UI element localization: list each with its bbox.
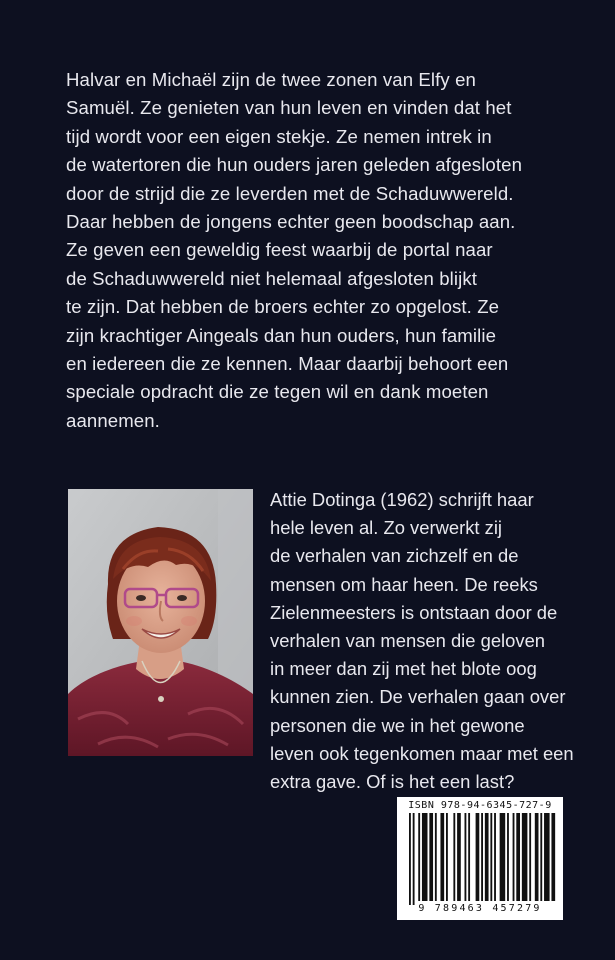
barcode-bar <box>522 813 528 901</box>
barcode-bar <box>540 813 542 901</box>
barcode-bar <box>490 813 492 901</box>
bio-line: hele leven al. Zo verwerkt zij <box>270 517 503 539</box>
barcode-bar <box>476 813 480 901</box>
blurb-line: aannemen. <box>66 409 160 431</box>
barcode-bar <box>435 813 437 901</box>
blurb-line: tijd wordt voor een eigen stekje. Ze nemen intrek in <box>66 125 492 147</box>
barcode-bar <box>446 813 448 901</box>
bio-line: Zielenmeesters is ontstaan door de <box>270 601 558 623</box>
bio-line: kunnen zien. De verhalen gaan over <box>270 686 566 708</box>
barcode-bar <box>516 813 520 901</box>
bio-line: extra gave. Of is het een last? <box>270 771 515 793</box>
author-bio <box>270 486 574 796</box>
blurb-line: Ze geven een geweldig feest waarbij de portal naar <box>66 239 493 261</box>
barcode-bar <box>500 813 506 901</box>
barcode-bar <box>465 813 467 901</box>
blurb-line: de watertoren die hun ouders jaren geleden afgesloten <box>66 154 523 176</box>
barcode-bar <box>409 813 411 905</box>
barcode-bar <box>494 813 496 901</box>
blurb-line: door de strijd die ze leverden met de Schaduwwereld. <box>66 182 514 204</box>
barcode-bar <box>413 813 415 905</box>
back-cover-blurb <box>66 66 556 435</box>
barcode-bar <box>544 813 550 901</box>
barcode-bars <box>397 797 563 920</box>
blurb-line: te zijn. Dat hebben de broers echter zo opgelost. Ze <box>66 296 500 318</box>
blurb-line: zijn krachtiger Aingeals dan hun ouders, hun familie <box>66 324 497 346</box>
barcode-bar <box>418 813 420 901</box>
barcode-bar <box>422 813 428 901</box>
barcode-bar <box>429 813 433 901</box>
bio-line: personen die we in het gewone <box>270 714 525 736</box>
bio-line: verhalen van mensen die geloven <box>270 630 546 652</box>
blurb-line: Halvar en Michaël zijn de twee zonen van Elfy en <box>66 69 476 90</box>
blurb-line: Daar hebben de jongens echter geen boodschap aan. <box>66 211 516 233</box>
author-photo <box>68 489 253 756</box>
barcode-bar <box>440 813 444 901</box>
bio-line: in meer dan zij met het blote oog <box>270 658 537 680</box>
barcode-bar <box>551 813 555 901</box>
barcode-bar <box>468 813 470 901</box>
blurb-line: de Schaduwwereld niet helemaal afgesloten blijkt <box>66 267 478 289</box>
isbn-barcode <box>397 797 563 920</box>
barcode-bar <box>513 813 515 901</box>
barcode-bar <box>481 813 483 901</box>
barcode-bar <box>529 813 531 901</box>
barcode-bar <box>457 813 461 901</box>
bio-line: leven ook tegenkomen maar met een <box>270 742 574 764</box>
barcode-bar <box>507 813 509 901</box>
blurb-line: en iedereen die ze kennen. Maar daarbij behoort een <box>66 353 509 375</box>
blurb-line: speciale opdracht die ze tegen wil en dank moeten <box>66 381 489 403</box>
barcode-digits: 9 789463 457279 <box>418 903 542 914</box>
barcode-bar <box>535 813 539 901</box>
author-portrait-illustration <box>68 489 253 756</box>
bio-line: Attie Dotinga (1962) schrijft haar <box>270 489 534 510</box>
blurb-line: Samuël. Ze genieten van hun leven en vinden dat het <box>66 97 512 119</box>
barcode-bar <box>485 813 489 901</box>
bio-line: mensen om haar heen. De reeks <box>270 573 538 595</box>
isbn-label: ISBN 978-94-6345-727-9 <box>408 800 552 811</box>
barcode-bar <box>453 813 455 901</box>
bio-line: de verhalen van zichzelf en de <box>270 545 519 567</box>
